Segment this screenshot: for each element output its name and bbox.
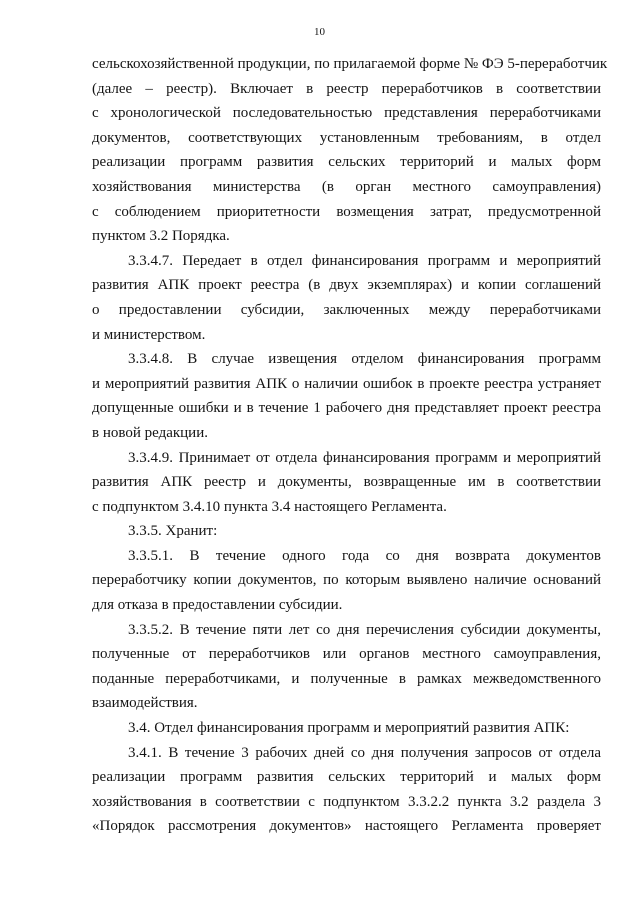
text-line: для отказа в предоставлении субсидии.	[92, 597, 343, 614]
text-line: развития АПК реестр и документы, возвращенные им в соответствии	[92, 474, 601, 491]
paragraph	[92, 544, 601, 618]
page-number: 10	[314, 26, 325, 38]
document-body	[92, 52, 608, 839]
text-line: с подпунктом 3.4.10 пункта 3.4 настоящего Регламента.	[92, 498, 447, 515]
text-line: (далее – реестр). Включает в реестр переработчиков в соответствии	[92, 80, 601, 97]
paragraph	[92, 618, 601, 716]
text-line: допущенные ошибки и в течение 1 рабочего дня представляет проект реестра	[92, 400, 601, 417]
paragraph	[92, 446, 601, 520]
paragraph	[92, 716, 601, 741]
text-line: с соблюдением приоритетности возмещения затрат, предусмотренной	[92, 203, 601, 220]
text-line: 3.3.4.8. В случае извещения отделом финансирования программ	[128, 351, 601, 368]
text-line: реализации программ развития сельских территорий и малых форм	[92, 769, 601, 786]
text-line: полученные от переработчиков или органов местного самоуправления,	[92, 646, 601, 663]
text-line: и министерством.	[92, 326, 206, 343]
text-line: 3.3.5.2. В течение пяти лет со дня перечисления субсидии документы,	[128, 621, 601, 638]
text-line: хозяйствования министерства (в орган местного самоуправления)	[92, 178, 601, 195]
text-line: 3.3.4.9. Принимает от отдела финансирования программ и мероприятий	[128, 449, 601, 466]
text-line: 3.3.5. Хранит:	[128, 523, 218, 540]
text-line: 3.3.5.1. В течение одного года со дня возврата документов	[128, 547, 601, 564]
text-line: с хронологической последовательностью представления переработчиками	[92, 105, 601, 122]
paragraph	[92, 52, 608, 249]
text-line: реализации программ развития сельских территорий и малых форм	[92, 154, 601, 171]
text-line: пунктом 3.2 Порядка.	[92, 228, 230, 245]
paragraph	[92, 249, 601, 347]
text-line: «Порядок рассмотрения документов» настоящего Регламента проверяет	[92, 818, 601, 835]
text-line: 3.4.1. В течение 3 рабочих дней со дня получения запросов от отдела	[128, 744, 601, 761]
text-line: хозяйствования в соответствии с подпунктом 3.3.2.2 пункта 3.2 раздела 3	[92, 793, 601, 810]
text-line: поданные переработчиками, и полученные в рамках межведомственного	[92, 670, 601, 687]
paragraph	[92, 347, 601, 445]
paragraph	[92, 519, 601, 544]
text-line: 3.3.4.7. Передает в отдел финансирования программ и мероприятий	[128, 252, 601, 269]
text-line: документов, соответствующих установленным требованиям, в отдел	[92, 129, 601, 146]
text-line: о предоставлении субсидии, заключенных между переработчиками	[92, 301, 601, 318]
text-line: в новой редакции.	[92, 424, 208, 441]
text-line: переработчику копии документов, по которым выявлено наличие оснований	[92, 572, 601, 589]
text-line: и мероприятий развития АПК о наличии ошибок в проекте реестра устраняет	[92, 375, 601, 392]
text-line: развития АПК проект реестра (в двух экземплярах) и копии соглашений	[92, 277, 601, 294]
paragraph	[92, 741, 601, 839]
text-line: взаимодействия.	[92, 695, 198, 712]
text-line: 3.4. Отдел финансирования программ и мероприятий развития АПК:	[128, 720, 570, 737]
text-line: сельскохозяйственной продукции, по прилагаемой форме № ФЭ 5-переработчик	[92, 56, 608, 72]
